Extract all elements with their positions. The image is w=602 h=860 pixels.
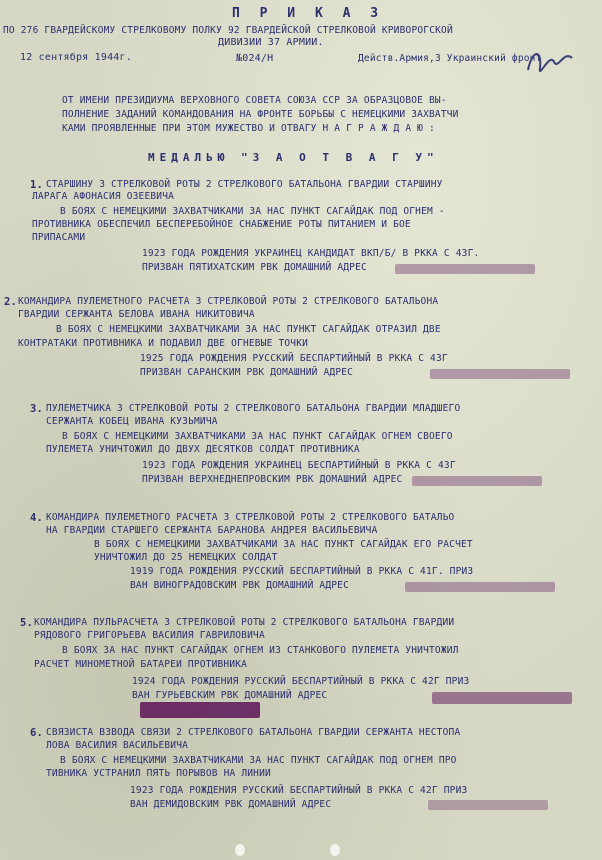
order-number: №024/Н: [236, 53, 274, 64]
order-location: Действ.Армия,3 Украинский фронт: [358, 53, 542, 64]
entry-5-line-3: В БОЯХ ЗА НАС ПУНКТ САГАЙДАК ОГНЕМ ИЗ СТАНКОВОГО ПУЛЕМЕТА УНИЧТОЖИЛ: [62, 645, 459, 656]
entry-3-line-2: СЕРЖАНТА КОБЕЦ ИВАНА КУЗЬМИЧА: [46, 416, 218, 427]
entry-5-number: 5.: [20, 617, 34, 629]
intro-line-1: ОТ ИМЕНИ ПРЕЗИДИУМА ВЕРХОВНОГО СОВЕТА СОЮЗА ССР ЗА ОБРАЗЦОВОЕ ВЫ-: [62, 95, 447, 106]
entry-5-line-2: РЯДОВОГО ГРИГОРЬЕВА ВАСИЛИЯ ГАВРИЛОВИЧА: [34, 630, 265, 641]
redaction-mark: [430, 369, 570, 379]
entry-4-line-1: КОМАНДИРА ПУЛЕМЕТНОГО РАСЧЕТА 3 СТРЕЛКОВОЙ РОТЫ 2 СТРЕЛКОВОГО БАТАЛЬО: [46, 512, 455, 523]
entry-4-line-6: ВАН ВИНОГРАДОВСКИМ РВК ДОМАШНИЙ АДРЕС: [130, 580, 350, 591]
entry-6-line-4: ТИВНИКА УСТРАНИЛ ПЯТЬ ПОРЫВОВ НА ЛИНИИ: [46, 768, 271, 779]
redaction-mark: [140, 702, 260, 718]
entry-5-line-4: РАСЧЕТ МИНОМЕТНОЙ БАТАРЕИ ПРОТИВНИКА: [34, 659, 248, 670]
entry-2-line-2: ГВАРДИИ СЕРЖАНТА БЕЛОВА ИВАНА НИКИТОВИЧА: [18, 309, 255, 320]
entry-1-number: 1.: [30, 179, 44, 191]
intro-line-3: КАМИ ПРОЯВЛЕННЫЕ ПРИ ЭТОМ МУЖЕСТВО И ОТВАГУ Н А Г Р А Ж Д А Ю :: [62, 123, 435, 134]
entry-1-line-4: ПРОТИВНИКА ОБЕСПЕЧИЛ БЕСПЕРЕБОЙНОЕ СНАБЖЕНИЕ РОТЫ ПИТАНИЕМ И БОЕ: [32, 219, 411, 230]
intro-line-2: ПОЛНЕНИЕ ЗАДАНИЙ КОМАНДОВАНИЯ НА ФРОНТЕ БОРЬБЫ С НЕМЕЦКИМИ ЗАХВАТЧИ: [62, 109, 459, 120]
redaction-mark: [412, 476, 542, 486]
entry-2-line-5: 1925 ГОДА РОЖДЕНИЯ РУССКИЙ БЕСПАРТИЙНЫЙ В РККА С 43Г: [140, 353, 448, 364]
header-line-1: ПО 276 ГВАРДЕЙСКОМУ СТРЕЛКОВОМУ ПОЛКУ 92 ГВАРДЕЙСКОЙ СТРЕЛКОВОЙ КРИВОРОГСКОЙ: [3, 25, 453, 36]
entry-1-line-1: СТАРШИНУ 3 СТРЕЛКОВОЙ РОТЫ 2 СТРЕЛКОВОГО БАТАЛЬОНА ГВАРДИИ СТАРШИНУ: [46, 179, 443, 190]
entry-4-line-4: УНИЧТОЖИЛ ДО 25 НЕМЕЦКИХ СОЛДАТ: [94, 552, 278, 563]
entry-3-line-6: ПРИЗВАН ВЕРХНЕДНЕПРОВСКИМ РВК ДОМАШНИЙ АДРЕС: [142, 474, 403, 485]
entry-1-line-6: 1923 ГОДА РОЖДЕНИЯ УКРАИНЕЦ КАНДИДАТ ВКП/Б/ В РККА С 43Г.: [142, 248, 480, 259]
header-line-2: ДИВИЗИИ 37 АРМИИ.: [218, 37, 324, 48]
entry-1-line-7: ПРИЗВАН ПЯТИХАТСКИМ РВК ДОМАШНИЙ АДРЕС: [142, 262, 367, 273]
document-title: П Р И К А З: [232, 6, 385, 21]
entry-3-line-4: ПУЛЕМЕТА УНИЧТОЖИЛ ДО ДВУХ ДЕСЯТКОВ СОЛДАТ ПРОТИВНИКА: [46, 444, 360, 455]
redaction-mark: [405, 582, 555, 592]
punch-hole: [330, 844, 340, 856]
entry-4-line-5: 1919 ГОДА РОЖДЕНИЯ РУССКИЙ БЕСПАРТИЙНЫЙ В РККА С 41Г. ПРИЗ: [130, 566, 474, 577]
entry-6-number: 6.: [30, 727, 44, 739]
entry-2-number: 2.: [4, 296, 18, 308]
signature-mark: [520, 40, 580, 85]
entry-2-line-4: КОНТРАТАКИ ПРОТИВНИКА И ПОДАВИЛ ДВЕ ОГНЕВЫЕ ТОЧКИ: [18, 338, 309, 349]
entry-3-line-1: ПУЛЕМЕТЧИКА 3 СТРЕЛКОВОЙ РОТЫ 2 СТРЕЛКОВОГО БАТАЛЬОНА ГВАРДИИ МЛАДШЕГО: [46, 403, 461, 414]
entry-2-line-3: В БОЯХ С НЕМЕЦКИМИ ЗАХВАТЧИКАМИ ЗА НАС ПУНКТ САГАЙДАК ОТРАЗИЛ ДВЕ: [56, 324, 441, 335]
entry-6-line-2: ЛОВА ВАСИЛИЯ ВАСИЛЬЕВИЧА: [46, 740, 189, 751]
punch-hole: [235, 844, 245, 856]
entry-4-line-2: НА ГВАРДИИ СТАРШЕГО СЕРЖАНТА БАРАНОВА АНДРЕЯ ВАСИЛЬЕВИЧА: [46, 525, 378, 536]
entry-4-line-3: В БОЯХ С НЕМЕЦКИМИ ЗАХВАТЧИКАМИ ЗА НАС ПУНКТ САГАЙДАК ЕГО РАСЧЕТ: [94, 539, 473, 550]
entry-5-line-6: ВАН ГУРЬЕВСКИМ РВК ДОМАШНИЙ АДРЕС: [132, 690, 328, 701]
entry-3-line-3: В БОЯХ С НЕМЕЦКИМИ ЗАХВАТЧИКАМИ ЗА НАС ПУНКТ САГАЙДАК ОГНЕМ СВОЕГО: [62, 431, 453, 442]
entry-3-line-5: 1923 ГОДА РОЖДЕНИЯ УКРАИНЕЦ БЕСПАРТИЙНЫЙ В РККА С 43Г: [142, 460, 456, 471]
entry-2-line-6: ПРИЗВАН САРАНСКИМ РВК ДОМАШНИЙ АДРЕС: [140, 367, 354, 378]
redaction-mark: [432, 692, 572, 704]
entry-4-number: 4.: [30, 512, 44, 524]
entry-6-line-1: СВЯЗИСТА ВЗВОДА СВЯЗИ 2 СТРЕЛКОВОГО БАТАЛЬОНА ГВАРДИИ СЕРЖАНТА НЕСТОПА: [46, 727, 461, 738]
entry-5-line-1: КОМАНДИРА ПУЛЬРАСЧЕТА 3 СТРЕЛКОВОЙ РОТЫ 2 СТРЕЛКОВОГО БАТАЛЬОНА ГВАРДИИ: [34, 617, 455, 628]
entry-1-line-3: В БОЯХ С НЕМЕЦКИМИ ЗАХВАТЧИКАМИ ЗА НАС ПУНКТ САГАЙДАК ПОД ОГНЕМ -: [60, 206, 445, 217]
order-date: 12 сентября 1944г.: [20, 52, 132, 63]
entry-6-line-3: В БОЯХ С НЕМЕЦКИМИ ЗАХВАТЧИКАМИ ЗА НАС ПУНКТ САГАЙДАК ПОД ОГНЕМ ПРО: [60, 755, 457, 766]
entry-3-number: 3.: [30, 403, 44, 415]
entry-5-line-5: 1924 ГОДА РОЖДЕНИЯ РУССКИЙ БЕСПАРТИЙНЫЙ В РККА С 42Г ПРИЗ: [132, 676, 470, 687]
entry-6-line-5: 1923 ГОДА РОЖДЕНИЯ РУССКИЙ БЕСПАРТИЙНЫЙ В РККА С 42Г ПРИЗ: [130, 785, 468, 796]
entry-1-line-2: ЛАРАГА АФОНАСИЯ ОЗЕЕВИЧА: [32, 191, 175, 202]
redaction-mark: [395, 264, 535, 274]
entry-6-line-6: ВАН ДЕМИДОВСКИМ РВК ДОМАШНИЙ АДРЕС: [130, 799, 332, 810]
medal-heading: МЕДАЛЬЮ "З А О Т В А Г У": [148, 151, 439, 164]
entry-2-line-1: КОМАНДИРА ПУЛЕМЕТНОГО РАСЧЕТА 3 СТРЕЛКОВОЙ РОТЫ 2 СТРЕЛКОВОГО БАТАЛЬОНА: [18, 296, 439, 307]
entry-1-line-5: ПРИПАСАМИ: [32, 232, 86, 243]
redaction-mark: [428, 800, 548, 810]
